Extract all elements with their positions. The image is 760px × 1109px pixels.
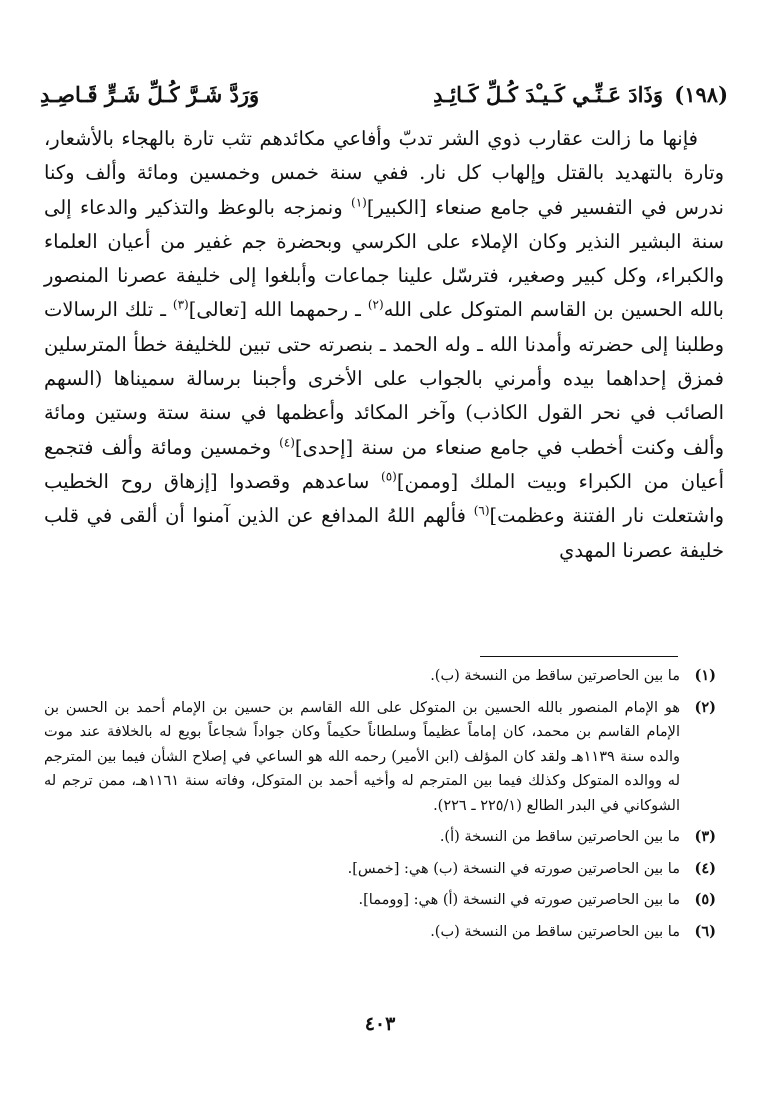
footnote-text: هو الإمام المنصور بالله الحسين بن المتوكل على الله القاسم بن حسين بن الإمام أحمد بن الحسن بن الإمام القاسم بن محمد، كان إماماً عظيماً وسلطاناً حكيماً وكان جواداً شجاعاً بويع له بالخلافة عند موت والده سنة ١١٣٩هـ ولقد كان المؤلف (ابن الأمير) رحمه الله هو الساعي في إصلاح الشأن فيما بين المترجم له ووالده المتوكل وكذلك فيما بين المترجم له وأخيه أحمد بن المتوكل، وفاته سنة ١١٦١هـ، ممن ترجم له الشوكاني في البدر الطالع (٢٢٥/١ ـ ٢٢٦). [44, 699, 681, 814]
footnote-text: ما بين الحاصرتين ساقط من النسخة (ب). [430, 923, 680, 940]
footnote-ref-5[interactable]: (٥) [381, 469, 397, 484]
footnote-number: (٣) [694, 828, 716, 845]
footnote-5 [44, 888, 716, 913]
footnote-ref-4[interactable]: (٤) [279, 435, 295, 450]
verse-line [40, 74, 728, 114]
page-number: ٤٠٣ [364, 1013, 396, 1035]
text-segment: ونمزجه بالوعظ والتذكير والدعاء إلى سنة البشير النذير وكان الإملاء على الكرسي وبحضرة جم غفير من أعيان العلماء والكبراء، وكل كبير وصغير، فترسّل علينا جماعات وأبلغوا إلى خليفة عصرنا المنصور بالله الحسين بن القاسم المتوكل على الله [44, 195, 724, 322]
main-text [44, 122, 724, 568]
footnote-text: ما بين الحاصرتين ساقط من النسخة (ب). [430, 668, 680, 684]
text-segment: فألهم اللهُ المدافع عن الذين آمنوا أن ألقى في قلب خليفة عصرنا المهدي [44, 504, 724, 562]
footnote-1 [44, 664, 716, 689]
footnote-ref-6[interactable]: (٦) [473, 503, 490, 518]
footnote-number: (٢) [694, 698, 716, 716]
text-segment: ـ تلك الرسالات وطلبنا إلى حضرته وأمدنا الله ـ وله الحمد ـ بنصرته حتى تبين للخليفة خطأ المترسلين فمزق إحداهما بيده وأمرني بالجواب على الأخرى وأجبنا برسالة سميناها (السهم الصائب في نحر القول الكاذب) وآخر المكائد وأعظمها في سنة ستة وستين ومائة وألف وكنت أخطب في جامع صنعاء من سنة [إحدى] [44, 298, 724, 459]
text-segment: فإنها ما زالت عقارب ذوي الشر تدبّ وأفاعي مكائدهم تثب تارة بالهجاء بالأشعار، وتارة بالتهديد بالقتل وإلهاب كل نار. ففي سنة خمس وخمسين ومائة وألف وكنا ندرس في التفسير في جامع صنعاء [الكبير] [44, 127, 724, 219]
text-segment: ـ رحمهما الله [تعالى] [188, 298, 368, 322]
footnote-3 [44, 825, 716, 850]
footnote-6 [44, 920, 716, 945]
main-paragraph [44, 122, 724, 568]
text-segment: ساعدهم وقصدوا [إزهاق روح الخطيب واشتعلت نار الفتنة وعظمت] [44, 469, 724, 528]
footnote-ref-1[interactable]: (١) [351, 195, 367, 210]
footnotes [44, 664, 716, 951]
footnote-text: ما بين الحاصرتين ساقط من النسخة (أ). [439, 829, 680, 845]
footnote-ref-2[interactable]: (٢) [367, 297, 384, 312]
footnote-separator [480, 656, 678, 657]
footnote-ref-3[interactable]: (٣) [172, 297, 189, 312]
verse-second-hemistich: وَرَدَّ شَـرَّ كُـلِّ شَـرٍّ قَـاصِـدِ [40, 81, 260, 107]
footnote-number: (٥) [694, 891, 716, 908]
footnote-number: (٦) [694, 922, 716, 940]
verse-number: (١٩٨) [674, 81, 728, 107]
footnote-4 [44, 857, 716, 882]
footnote-number: (٤) [694, 859, 716, 877]
footnote-number: (١) [694, 667, 716, 684]
footnote-text: ما بين الحاصرتين صورته في النسخة (أ) هي: [وومما]. [358, 892, 680, 908]
footnote-text: ما بين الحاصرتين صورته في النسخة (ب) هي: [خمس]. [347, 860, 680, 877]
footnote-2 [44, 696, 716, 819]
verse-first-hemistich [433, 82, 728, 107]
text-segment: وخمسين ومائة وألف فتجمع أعيان من الكبراء وبيت الملك [وممن] [44, 435, 724, 493]
verse-first-text: وَذَادَ عَـنِّـي كَـيـْدَ كُـلِّ كَـائِـدِ [433, 81, 663, 107]
